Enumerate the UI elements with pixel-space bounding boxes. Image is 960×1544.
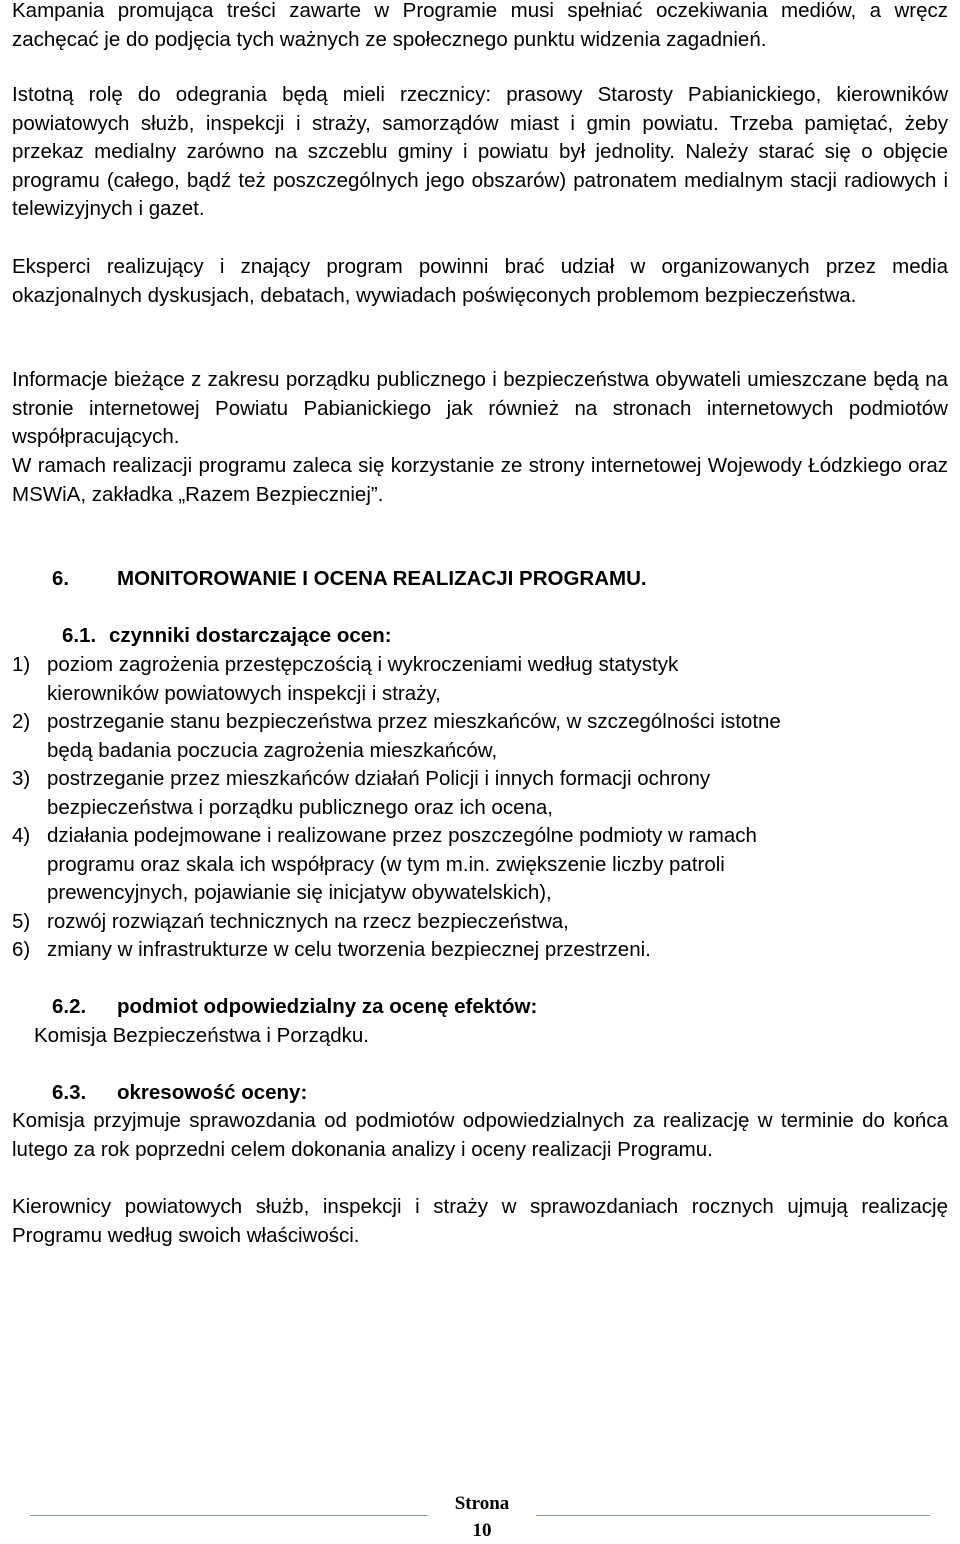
section-6-2-number: 6.2. (52, 995, 87, 1018)
paragraph-reports: Komisja przyjmuje sprawozdania od podmiotów odpowiedzialnych za realizację w terminie do końca lutego za rok poprzedni celem dokonania analizy i oceny realizacji Programu. (12, 1109, 948, 1161)
section-6-1-heading (62, 622, 960, 651)
section-6-1-number: 6.1. (62, 624, 97, 647)
footer-divider-left (30, 1515, 428, 1516)
footer-divider-right (536, 1515, 930, 1516)
section-6-3-title: okresowość oceny: (117, 1081, 308, 1104)
section-6-title: MONITOROWANIE I OCENA REALIZACJI PROGRAMU. (117, 567, 647, 590)
section-6-3-heading (52, 1079, 960, 1108)
paragraph-spokespersons: Istotną rolę do odegrania będą mieli rzecznicy: prasowy Starosty Pabianickiego, kierowników powiatowych służb, inspekcji i straży, samorządów miast i gmin powiatu. Trzeba pamiętać, żeby przekaz medialny zarówno na szczeblu gminy i powiatu był jednolity. Należy starać się o objęcie programu (całego, bądź też poszczególnych jego obszarów) patronatem medialnym stacji radiowych i telewizyjnych i gazet. (12, 83, 948, 221)
section-6-2-title: podmiot odpowiedzialny za ocenę efektów: (117, 995, 538, 1018)
section-6-number: 6. (52, 567, 70, 590)
paragraph-media-campaign: Kampania promująca treści zawarte w Programie musi spełniać oczekiwania mediów, a wręcz zachęcać je do podjęcia tych ważnych ze społecznego punktu widzenia zagadnień. (12, 0, 948, 51)
paragraph-current-information: Informacje bieżące z zakresu porządku publicznego i bezpieczeństwa obywateli umieszczane będą na stronie internetowej Powiatu Pabianickiego jak również na stronach internetowych podmiotów współpracujących. (12, 368, 948, 449)
section-6-2-heading (52, 993, 960, 1022)
page-label: Strona (454, 1493, 510, 1514)
paragraph-experts: Eksperci realizujący i znający program powinni brać udział w organizowanych przez media okazjonalnych dyskusjach, debatach, wywiadach poświęconych problemom bezpieczeństwa. (12, 255, 948, 307)
paragraph-annual-reports: Kierownicy powiatowych służb, inspekcji i straży w sprawozdaniach rocznych ujmują realizację Programu według swoich właściwości. (12, 1195, 948, 1247)
section-6-2-body: Komisja Bezpieczeństwa i Porządku. (34, 1024, 369, 1047)
section-6-3-number: 6.3. (52, 1081, 87, 1104)
document-page: Kampania promująca treści zawarte w Programie musi spełniać oczekiwania mediów, a wręcz zachęcać je do podjęcia tych ważnych ze społecznego punktu widzenia zagadnień. Istotną rolę do odegrania będą mieli rzecznicy: prasowy Starosty Pabianickiego, kierowników powiatowych służb, inspekcji i straży, samorządów miast i gmin powiatu. Trzeba pamiętać, żeby przekaz medialny zarówno na szczeblu gminy i powiatu był jednolity. Należy starać się o objęcie programu (całego, bądź też poszczególnych jego obszarów) patronatem medialnym stacji radiowych i telewizyjnych i gazet. Eksperci realizujący i znający program powinni brać udział w organizowanych przez media okazjonalnych dyskusjach, debatach, wywiadach poświęconych problemom bezpieczeństwa. Informacje bieżące z zakresu porządku publicznego i bezpieczeństwa obywateli umieszczane będą na stronie internetowej Powiatu Pabianickiego jak również na stronach internetowych podmiotów współpracujących. W ramach realizacji programu zaleca się korzystanie ze strony internetowej Wojewody Łódzkiego oraz MSWiA, zakładka „Razem Bezpieczniej”. 6. MONITOROWANIE I OCENA REALIZACJI PROGRAMU. 6.1. czynniki dostarczające ocen: 1) poziom zagrożenia przestępczością i wykroczeniami według statystyk kierowników powiatowych inspekcji i straży, 2) postrzeganie stanu bezpieczeństwa przez mieszkańców, w szczególności istotne będą badania poczucia zagrożenia mieszkańców, 3) postrzeganie przez mieszkańców działań Policji i innych formacji ochrony bezpieczeństwa i porządku publicznego oraz ich ocena, 4) działania podejmowane i realizowane przez poszczególne podmioty w ramach programu oraz skala ich współpracy (w tym m.in. zwiększenie liczby patroli prewencyjnych, pojawianie się inicjatyw obywatelskich), 5) rozwój rozwiązań technicznych na rzecz bezpieczeństwa, 6) zmiany w infrastrukturze w celu tworzenia bezpiecznej przestrzeni. 6.2. podmiot odpowiedzialny za ocenę efektów: Komisja Bezpieczeństwa i Porządku. 6.3. okresowość oceny: Komisja przyjmuje sprawozdania od podmiotów odpowiedzialnych za realizację w terminie do końca lutego za rok poprzedni celem dokonania analizy i oceny realizacji Programu. Kierownicy powiatowych służb, inspekcji i straży w sprawozdaniach rocznych ujmują realizację Programu według swoich właściwości. Strona 10 (0, 0, 960, 1542)
paragraph-government-website: W ramach realizacji programu zaleca się korzystanie ze strony internetowej Wojewody Łódzkiego oraz MSWiA, zakładka „Razem Bezpieczniej”. (12, 454, 948, 506)
section-6-1-title: czynniki dostarczające ocen: (109, 624, 392, 647)
section-6-heading (52, 565, 960, 594)
page-number: 10 (472, 1520, 492, 1541)
